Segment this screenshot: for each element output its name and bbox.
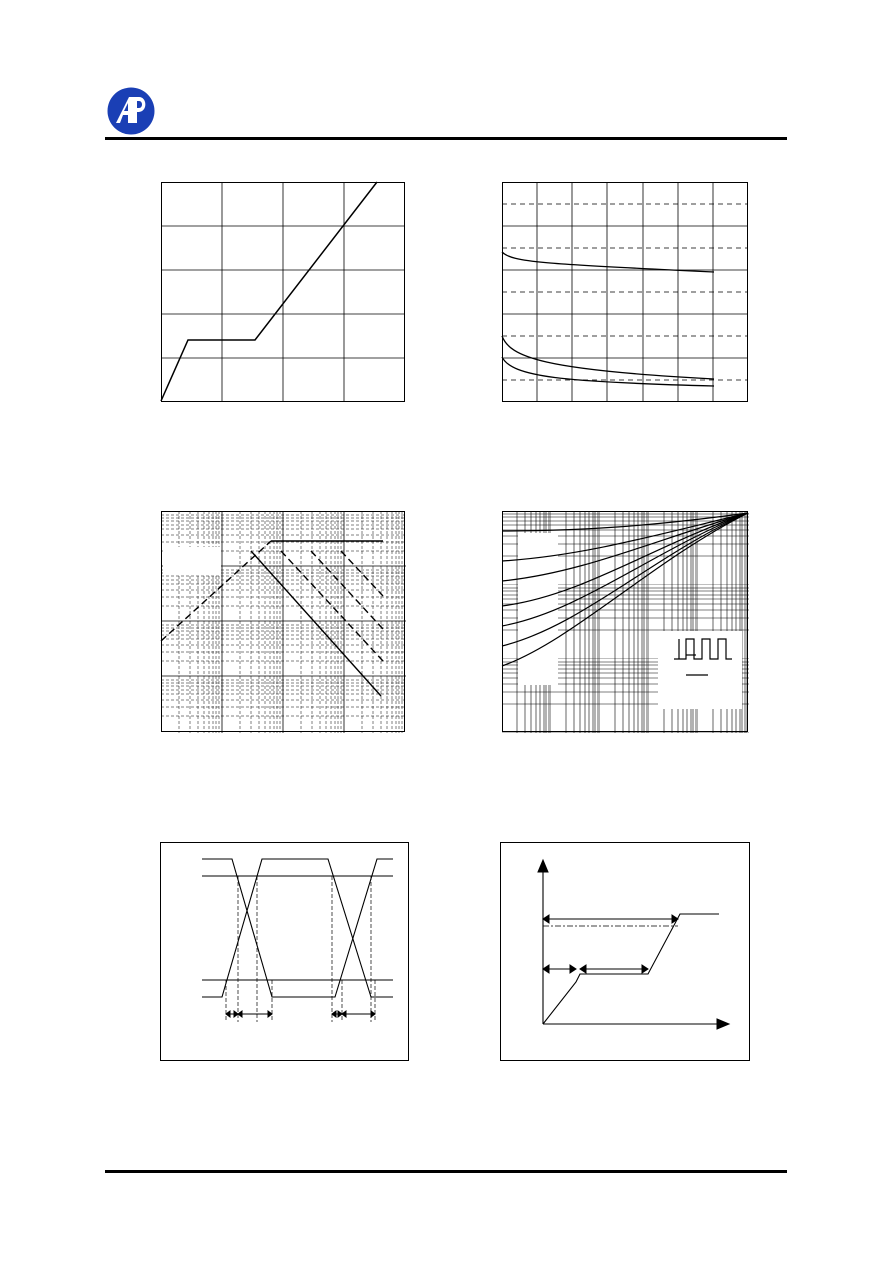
figure-6-gate-charge-waveform xyxy=(500,842,750,1061)
ap-circle-logo-icon xyxy=(107,87,155,135)
dashed-grid xyxy=(502,204,748,380)
pulse-inset xyxy=(658,631,742,709)
footer-rule xyxy=(105,1170,787,1173)
figure-5-switching-waveform xyxy=(160,842,409,1061)
figure-4-chart xyxy=(502,511,749,733)
curves xyxy=(502,252,714,386)
figure-3-chart xyxy=(161,511,406,733)
company-logo xyxy=(107,87,155,135)
grid xyxy=(161,182,405,402)
header-rule xyxy=(105,137,787,140)
legend-box xyxy=(163,547,221,575)
figure-2-chart xyxy=(502,182,749,403)
curve xyxy=(161,182,377,401)
figure-1-chart xyxy=(161,182,406,403)
